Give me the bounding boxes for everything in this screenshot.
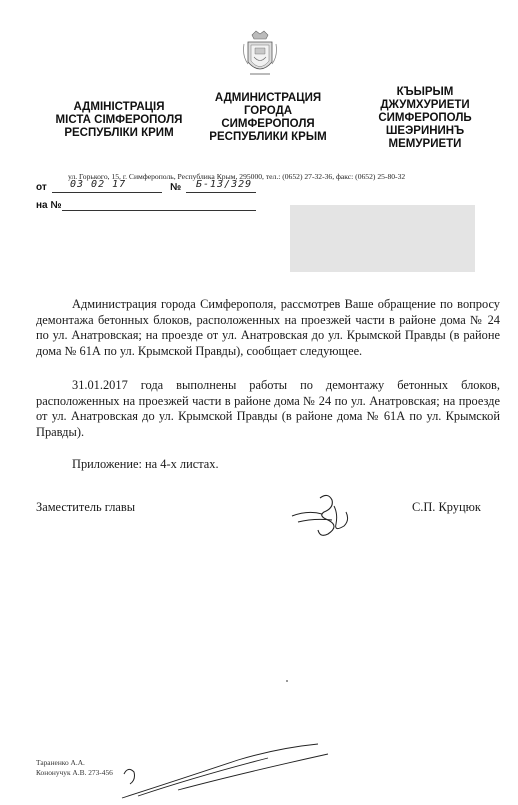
executor-2: Кононучук А.В. 273-456 [36,768,113,777]
executor-1: Тараненко А.А. [36,758,85,767]
coat-of-arms-icon [242,30,278,80]
header-left [44,101,194,140]
signatory-position: Заместитель главы [36,500,136,514]
attachment-line [36,457,500,473]
header-left-line-2: МІСТА СІМФЕРОПОЛЯ [55,114,183,126]
from-label: от [36,182,47,193]
signature-icon [288,490,358,540]
body-paragraph-1-text: Администрация города Симферополя, рассмотрев Ваше обращение по вопросу демонтажа бетонных блоков, расположенных на проезжей части в районе дома № 24 по ул. Анатровская; на проезде от ул. Анатровская до ул. Крымской Правды (в районе дома № 61А по ул. Крымской Правды), сообщает следующее. [36,297,500,358]
number-value: Б-13/329 [196,179,253,190]
header-center-line-1: АДМИНИСТРАЦИЯ [214,92,322,104]
number-label: № [170,182,182,193]
header-right [360,86,490,151]
footer-scribble-icon [118,740,338,800]
scan-dot [286,680,288,682]
attachment-text: Приложение: на 4-х листах. [72,457,219,471]
signatory-name: С.П. Круцюк [412,500,481,514]
header-center-line-4: РЕСПУБЛИКИ КРЫМ [209,131,327,143]
header-center-line-3: СИМФЕРОПОЛЯ [221,118,315,130]
address-line: ул. Горького, 15, г. Симферополь, Республика Крым, 295000, тел.: (0652) 27-32-36, факс: (0652) 25-80-32 [68,172,406,181]
header-left-line-1: АДМІНІСТРАЦІЯ [73,101,165,113]
header-center-line-2: ГОРОДА [243,105,293,117]
reply-label: на № [36,200,62,211]
date-underline [52,192,162,193]
header-left-line-3: РЕСПУБЛІКИ КРИМ [64,127,174,139]
header-right-line-3: СИМФЕРОПОЛЬ [378,112,472,124]
body-paragraph-2 [36,378,500,440]
header-right-line-2: ДЖУМХУРИЕТИ [380,99,470,111]
reply-underline [62,210,256,211]
date-value: 03 02 17 [70,179,127,190]
redacted-recipient [290,205,475,272]
header-right-line-5: МЕМУРИЕТИ [388,138,462,150]
number-underline [186,192,256,193]
header-right-line-4: ШЕЭРИНИНЪ [385,125,465,137]
header-right-line-1: КЪЫРЫМ [396,86,454,98]
header-center [193,92,343,144]
body-paragraph-1 [36,297,500,359]
body-paragraph-2-text: 31.01.2017 года выполнены работы по демонтажу бетонных блоков, расположенных на проезжей части в районе дома № 24 по ул. Анатровская; на проезде от ул. Анатровская до ул. Крымской Правды (в районе дома № 61А по ул. Крымской Правды). [36,378,500,439]
